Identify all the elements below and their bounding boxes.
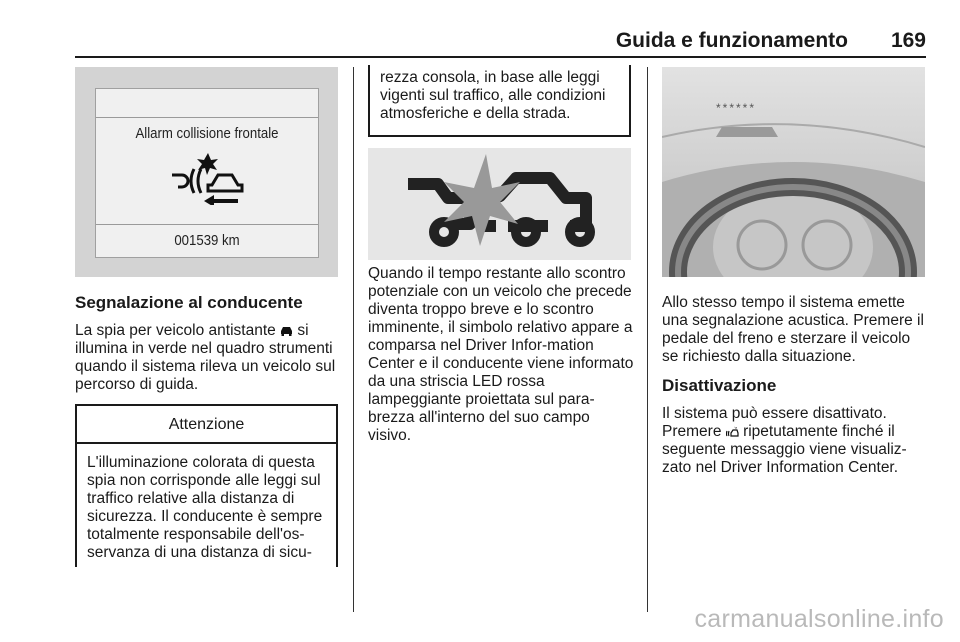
cluster-display-title: Allarm collisione frontale xyxy=(135,125,279,142)
column-divider-left xyxy=(353,67,354,612)
section-heading-deactivation: Disattivazione xyxy=(662,376,777,395)
watermark: carmanualsonline.info xyxy=(694,605,944,633)
figure-steering-wheel xyxy=(662,67,925,277)
paragraph-deactivation: Il sistema può essere disattivato. Premere ripetutamente finché il seguente messaggio viene visualiz-zato nel Driver Information Center. xyxy=(662,405,907,476)
car-collision-icon xyxy=(368,148,631,260)
figure-car-collision xyxy=(368,148,631,260)
cluster-screen xyxy=(95,88,319,258)
header-title: Guida e funzionamento xyxy=(615,29,848,52)
warning-box-continuation xyxy=(368,65,631,137)
collision-button-icon xyxy=(726,426,739,437)
warning-text: L'illuminazione colorata di questa spia non corrisponde alle leggi sul traffico relative alla distanza di sicurezza. Il conducente è sempre totalmente responsabile dell'os-servanza di una distanza di sicu- xyxy=(87,454,323,561)
figure-cluster-display xyxy=(75,67,338,277)
page-number: 169 xyxy=(890,29,926,52)
warning-continuation-text: rezza consola, in base alle leggi vigenti sul traffico, alle condizioni atmosferiche e della strada. xyxy=(380,69,606,122)
paragraph-acoustic-warning: Allo stesso tempo il sistema emette una segnalazione acustica. Premere il pedale del freno e sterzare il veicolo se richiesto dalla situazione. xyxy=(662,294,924,365)
warning-box xyxy=(75,404,338,567)
warning-title: Attenzione xyxy=(168,416,245,433)
paragraph-driver-warning: La spia per veicolo antistante si illumina in verde nel quadro strumenti quando il sistema rileva un veicolo sul percorso di guida. xyxy=(75,322,336,393)
steering-wheel-illustration xyxy=(662,67,925,277)
odometer-readout: 001539 km xyxy=(174,232,240,249)
car-ahead-icon xyxy=(280,325,293,336)
windshield-led-strip: ****** xyxy=(716,101,757,115)
collision-alert-icon xyxy=(168,149,248,205)
section-heading-driver-warning: Segnalazione al conducente xyxy=(75,293,303,312)
page-header xyxy=(0,0,960,60)
header-rule xyxy=(75,56,926,58)
paragraph-collision-alert: Quando il tempo restante allo scontro potenziale con un veicolo che precede diventa troppo breve e lo scontro imminente, il simbolo relativo appare a comparsa nel Driver Infor-mation Center e il conducente viene informato da una striscia LED rossa lampeggiante proiettata sul para-brezza all'interno del suo campo visivo. xyxy=(368,265,634,444)
column-divider-right xyxy=(647,67,648,612)
